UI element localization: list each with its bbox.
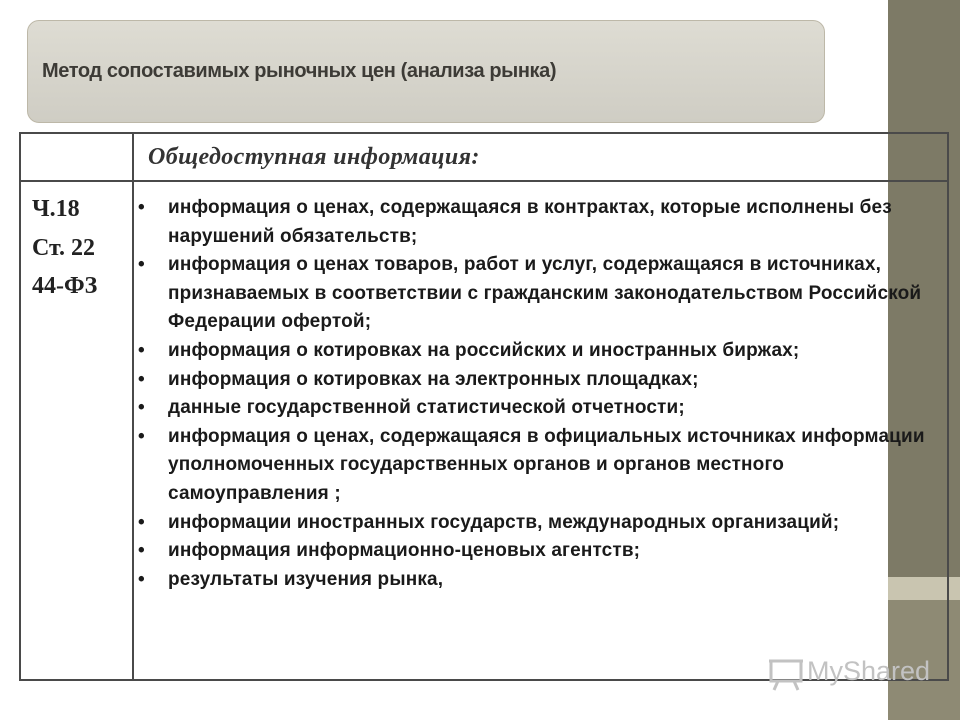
- bullet-icon: •: [138, 511, 145, 533]
- list-item: [134, 537, 947, 566]
- header-empty-cell: [20, 133, 133, 181]
- list-item-text: данные государственной статистической отчетности;: [168, 397, 685, 419]
- law-article: Ст. 22: [32, 235, 95, 261]
- info-source-list: [134, 182, 947, 594]
- bullet-icon: •: [138, 425, 145, 447]
- bullet-icon: •: [138, 368, 145, 390]
- projector-screen-icon: [768, 658, 804, 692]
- bullet-icon: •: [138, 568, 145, 590]
- bullet-icon: •: [138, 540, 145, 562]
- list-item-text: информация о котировках на российских и иностранных биржах;: [168, 339, 800, 361]
- bullet-icon: •: [138, 339, 145, 361]
- law-name: 44-ФЗ: [32, 273, 98, 299]
- list-item: [134, 194, 947, 251]
- list-item: [134, 366, 947, 395]
- list-item: [134, 251, 947, 337]
- law-reference-cell: [20, 181, 133, 680]
- list-item-text: информация о котировках на электронных площадках;: [168, 368, 699, 390]
- slide-title: Метод сопоставимых рыночных цен (анализа рынка): [42, 60, 557, 82]
- law-part: Ч.18: [32, 196, 80, 222]
- header-cell: [133, 133, 948, 181]
- list-item-text: информация о ценах, содержащаяся в официальных источниках информации уполномоченных государственных органов и органов местного самоуправления ;: [168, 425, 925, 504]
- bullet-icon: •: [138, 254, 145, 276]
- info-table: [19, 132, 949, 681]
- list-item: [134, 509, 947, 538]
- list-item: [134, 423, 947, 509]
- list-item: [134, 337, 947, 366]
- list-item-text: информация о ценах товаров, работ и услуг, содержащаяся в источниках, признаваемых в соответствии с гражданским законодательством Российской Федерации офертой;: [168, 254, 922, 333]
- list-item: [134, 394, 947, 423]
- table-header: Общедоступная информация:: [148, 144, 480, 170]
- bullet-icon: •: [138, 197, 145, 218]
- list-item-text: информации иностранных государств, международных организаций;: [168, 511, 840, 533]
- list-item-text: информация информационно-ценовых агентств;: [168, 540, 641, 562]
- watermark-text: MyShared: [807, 656, 931, 686]
- list-item-text: информация о ценах, содержащаяся в контрактах, которые исполнены без нарушений обязательств;: [168, 197, 892, 247]
- list-item: [134, 566, 947, 595]
- bullet-icon: •: [138, 397, 145, 419]
- items-cell: [133, 181, 948, 680]
- list-item-text: результаты изучения рынка,: [168, 568, 444, 590]
